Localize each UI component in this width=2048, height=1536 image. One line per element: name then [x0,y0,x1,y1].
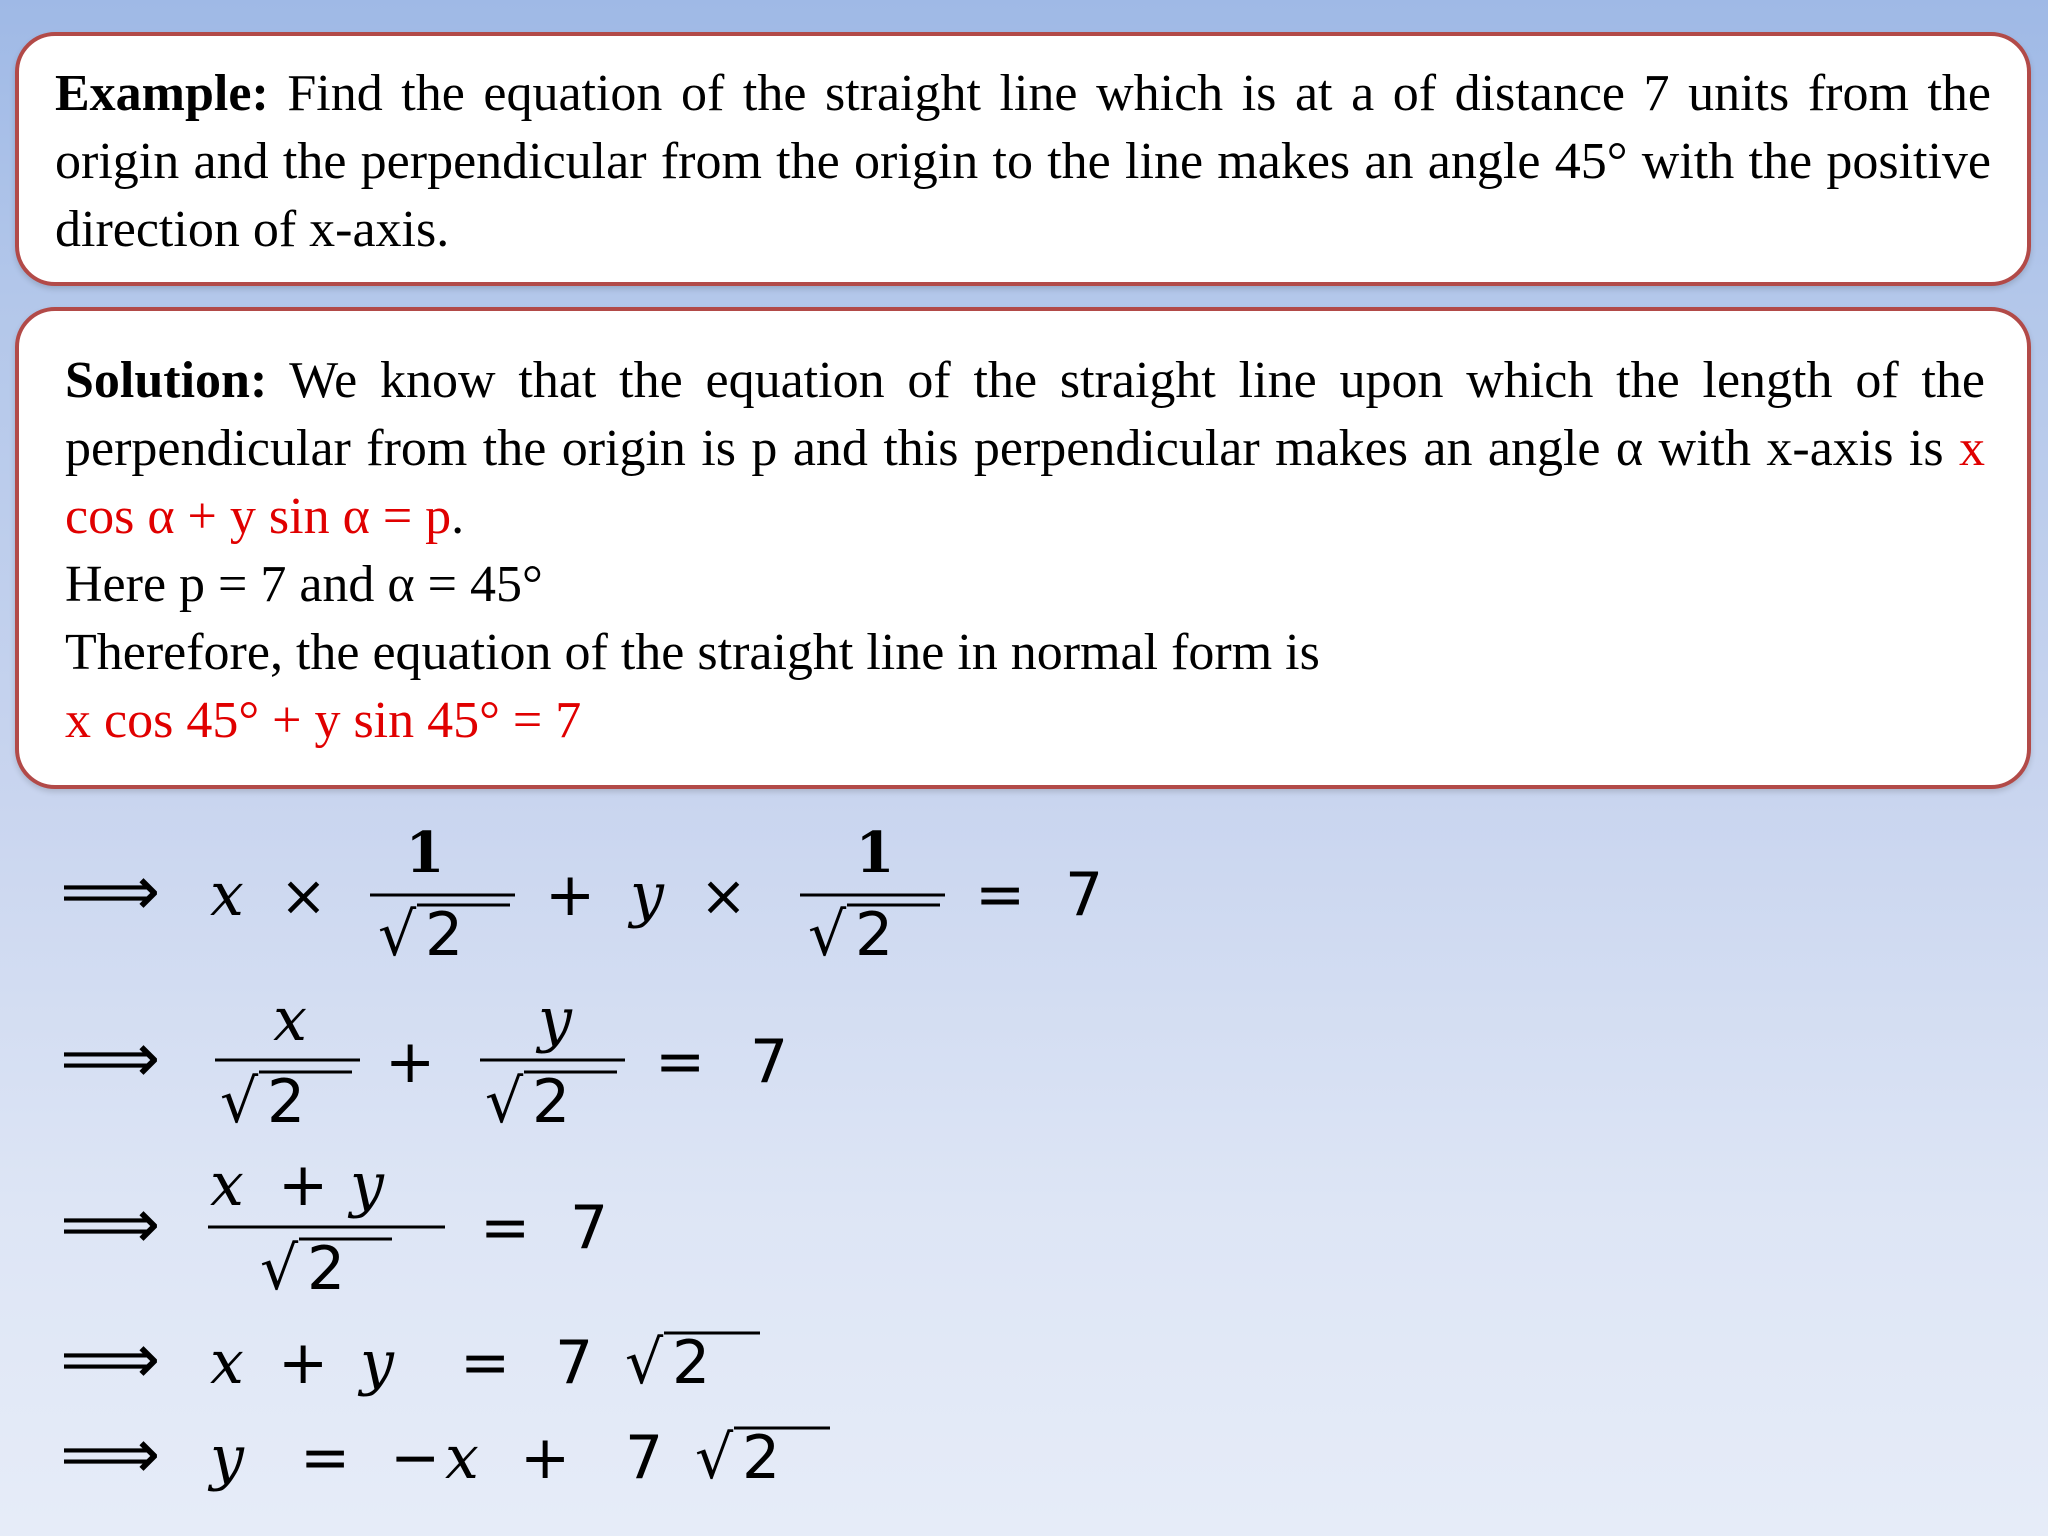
equals-sign: = [300,1423,351,1493]
sqrt-sign: √ [378,900,417,970]
therefore-line: Therefore, the equation of the straight line in normal form is [65,624,1320,681]
var-x: x [273,985,307,1055]
equals-sign: = [460,1328,511,1398]
implies-arrow: ⟹ [60,1413,161,1495]
step-5 [60,1413,830,1495]
minus-sign: − [390,1423,441,1493]
times-sign: × [280,864,327,929]
sqrt-sign: √ [260,1234,299,1304]
seven: 7 [555,1328,594,1398]
radicand-two: 2 [425,900,464,970]
plus-sign: + [385,1027,436,1097]
numerator-one: 1 [855,820,895,886]
var-x: x [210,1328,244,1398]
step-1 [60,820,1103,970]
radicand-two: 2 [742,1423,781,1493]
implies-arrow: ⟹ [60,1318,161,1400]
radicand-two: 2 [855,900,894,970]
equals-sign: = [480,1193,531,1263]
sqrt-sign: √ [695,1423,734,1493]
implies-arrow: ⟹ [60,1183,161,1265]
numerator-one: 1 [405,820,445,886]
equals-sign: = [975,860,1026,930]
solution-label: Solution: [65,352,268,409]
radicand-two: 2 [307,1234,346,1304]
equals-sign: = [655,1027,706,1097]
radicand-two: 2 [532,1067,571,1137]
derivation-steps [60,0,1460,1500]
step-4 [60,1318,760,1400]
sqrt-sign: √ [808,900,847,970]
plus-sign: + [278,1150,329,1220]
seven: 7 [750,1027,789,1097]
var-y: y [210,1423,244,1493]
substituted-formula: x cos 45° + y sin 45° = 7 [65,692,582,749]
derivation-svg [60,0,1460,1500]
var-y: y [630,860,664,930]
plus-sign: + [278,1328,329,1398]
seven: 7 [1065,860,1104,930]
var-y: y [360,1328,394,1398]
example-label: Example: [55,65,269,122]
radicand-two: 2 [267,1067,306,1137]
implies-arrow: ⟹ [60,850,161,932]
var-x: x [210,860,244,930]
seven: 7 [570,1193,609,1263]
var-y: y [538,985,572,1055]
normal-form-formula: x cos α + y sin α = p [65,420,1985,545]
sqrt-sign: √ [485,1067,524,1137]
plus-sign: + [545,860,596,930]
example-body: Find the equation of the straight line which is at a of distance 7 units from the origin and the perpendicular from the origin to the line makes an angle 45° with the positive direction of x-axis. [55,65,1991,258]
sqrt-sign: √ [625,1328,664,1398]
solution-body: We know that the equation of the straight line upon which the length of the perpendicular from the origin is p and this perpendicular makes an angle α with x-axis is [65,352,1985,477]
sqrt-sign: √ [220,1067,259,1137]
step-2 [60,985,788,1137]
var-x: x [445,1423,479,1493]
times-sign: × [700,864,747,929]
given-values: Here p = 7 and α = 45° [65,556,543,613]
seven: 7 [625,1423,664,1493]
implies-arrow: ⟹ [60,1017,161,1099]
plus-sign: + [520,1423,571,1493]
solution-period: . [451,488,465,545]
var-y: y [350,1150,384,1220]
var-x: x [210,1150,244,1220]
radicand-two: 2 [672,1328,711,1398]
step-3 [60,1150,608,1304]
